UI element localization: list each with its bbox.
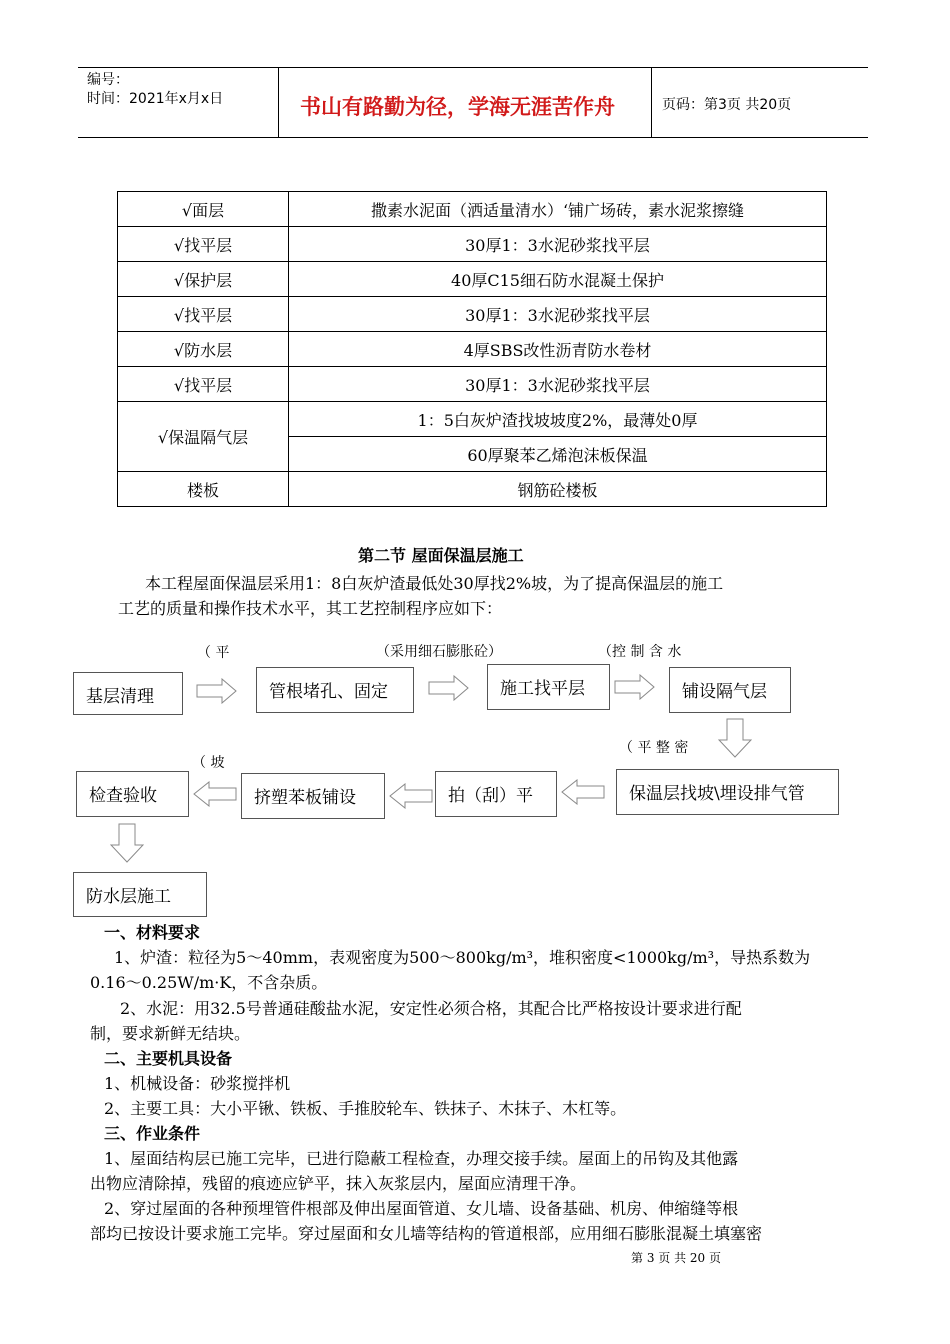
table-row xyxy=(118,297,827,332)
layer-desc-cell: 30厚1：3水泥砂浆找平层 xyxy=(289,227,827,262)
header-motto-cell xyxy=(279,68,652,137)
right-arrow-icon xyxy=(428,675,470,701)
table-row xyxy=(118,227,827,262)
page-header xyxy=(78,67,868,138)
layer-name-cell: √面层 xyxy=(118,192,289,227)
layer-name-cell: √找平层 xyxy=(118,367,289,402)
layer-name-cell: √保护层 xyxy=(118,262,289,297)
flow-step-label: 拍（刮）平 xyxy=(448,786,533,806)
flow-step-label: 挤塑苯板铺设 xyxy=(254,788,356,808)
layer-name-cell: √找平层 xyxy=(118,297,289,332)
table-row xyxy=(118,262,827,297)
motto-text: 书山有路勤为径，学海无涯苦作舟 xyxy=(300,95,615,119)
flow-step-label: 铺设隔气层 xyxy=(682,682,767,702)
roof-layers-table xyxy=(117,191,827,507)
time-label: 时间：2021年x月x日 xyxy=(87,91,224,107)
table-row xyxy=(118,192,827,227)
table-row xyxy=(118,332,827,367)
flow-step-base-clean xyxy=(73,672,183,715)
section-title: 第二节 屋面保温层施工 xyxy=(358,546,524,565)
right-arrow-icon xyxy=(196,678,238,704)
para-cond2-b: 部均已按设计要求施工完毕。穿过屋面和女儿墙等结构的管道根部，应用细石膨胀混凝土填塞密 xyxy=(90,1224,763,1243)
left-arrow-icon xyxy=(193,781,237,807)
flow-note-xishi: （采用细石膨胀砼） xyxy=(376,644,502,660)
layer-desc-cell: 60厚聚苯乙烯泡沫板保温 xyxy=(289,437,827,472)
layer-desc-cell: 钢筋砼楼板 xyxy=(289,472,827,507)
flow-step-label: 基层清理 xyxy=(86,687,154,707)
layer-desc-cell: 30厚1：3水泥砂浆找平层 xyxy=(289,367,827,402)
para-cond1-a: 1、屋面结构层已施工完毕，已进行隐蔽工程检查，办理交接手续。屋面上的吊钩及其他露 xyxy=(104,1149,739,1168)
flow-step-flatten xyxy=(435,771,557,817)
para-tools: 2、主要工具：大小平锹、铁板、手推胶轮车、铁抹子、木抹子、木杠等。 xyxy=(104,1099,627,1118)
heading-materials: 一、材料要求 xyxy=(104,923,201,942)
layer-desc-cell: 30厚1：3水泥砂浆找平层 xyxy=(289,297,827,332)
para-slag-2: 0.16～0.25W/m·K，不含杂质。 xyxy=(90,973,328,992)
table-row xyxy=(118,402,827,437)
flow-step-label: 施工找平层 xyxy=(500,679,585,699)
para-cement-1: 2、水泥：用32.5号普通硅酸盐水泥，安定性必须合格，其配合比严格按设计要求进行配 xyxy=(120,999,742,1018)
flow-step-vapor-barrier xyxy=(669,667,791,713)
left-arrow-icon xyxy=(389,783,433,809)
layer-name-cell: 楼板 xyxy=(118,472,289,507)
flow-step-xps-lay xyxy=(241,773,385,819)
page-footer: 第 3 页 共 20 页 xyxy=(631,1251,721,1265)
page-label: 页码：第3页 共20页 xyxy=(662,97,792,113)
layer-name-cell: √找平层 xyxy=(118,227,289,262)
down-arrow-icon xyxy=(110,823,144,863)
para-cement-2: 制，要求新鲜无结块。 xyxy=(90,1024,251,1043)
layer-desc-cell: 4厚SBS改性沥青防水卷材 xyxy=(289,332,827,367)
header-meta-cell xyxy=(78,68,279,137)
intro-line-1: 本工程屋面保温层采用1：8白灰炉渣最低处30厚找2%坡，为了提高保温层的施工 xyxy=(145,574,724,593)
heading-conditions: 三、作业条件 xyxy=(104,1124,201,1143)
layer-name-cell: √防水层 xyxy=(118,332,289,367)
flow-note-kongzhi: （控 制 含 水 xyxy=(598,644,682,660)
flow-note-pingzheng: （ 平 整 密 xyxy=(619,740,689,756)
table-row xyxy=(118,472,827,507)
para-machine: 1、机械设备：砂浆搅拌机 xyxy=(104,1074,291,1093)
flow-note-po: （ 坡 xyxy=(192,755,225,771)
flow-step-inspection xyxy=(76,771,189,817)
number-label: 编号： xyxy=(87,72,129,88)
flow-step-label: 管根堵孔、固定 xyxy=(269,682,388,702)
table-row xyxy=(118,367,827,402)
left-arrow-icon xyxy=(561,779,605,805)
para-cond1-b: 出物应清除掉，残留的痕迹应铲平，抹入灰浆层内，屋面应清理干净。 xyxy=(90,1174,587,1193)
para-slag-1: 1、炉渣：粒径为5～40mm，表观密度为500～800kg/m³，堆积密度<1000kg/m³，导热系数为 xyxy=(114,948,811,967)
down-arrow-icon xyxy=(718,718,752,758)
flow-step-label: 保温层找坡\埋设排气管 xyxy=(629,784,805,804)
layer-desc-cell: 撒素水泥面（洒适量清水）‘铺广场砖，素水泥浆擦缝 xyxy=(289,192,827,227)
flow-note-ping: （ 平 xyxy=(197,645,230,661)
intro-line-2: 工艺的质量和操作技术水平，其工艺控制程序应如下： xyxy=(118,599,503,618)
flow-step-pipe-fix xyxy=(256,667,414,713)
flow-step-label: 防水层施工 xyxy=(86,887,171,907)
para-cond2-a: 2、穿过屋面的各种预埋管件根部及伸出屋面管道、女儿墙、设备基础、机房、伸缩缝等根 xyxy=(104,1199,739,1218)
flow-step-slope-vent xyxy=(616,769,839,815)
layer-name-cell: √保温隔气层 xyxy=(118,402,289,472)
layer-desc-cell: 1：5白灰炉渣找坡坡度2%，最薄处0厚 xyxy=(289,402,827,437)
heading-equipment: 二、主要机具设备 xyxy=(104,1049,233,1068)
flow-step-leveling xyxy=(487,664,610,710)
flow-step-waterproof xyxy=(73,872,207,917)
right-arrow-icon xyxy=(614,674,656,700)
flow-step-label: 检查验收 xyxy=(89,786,157,806)
layer-desc-cell: 40厚C15细石防水混凝土保护 xyxy=(289,262,827,297)
